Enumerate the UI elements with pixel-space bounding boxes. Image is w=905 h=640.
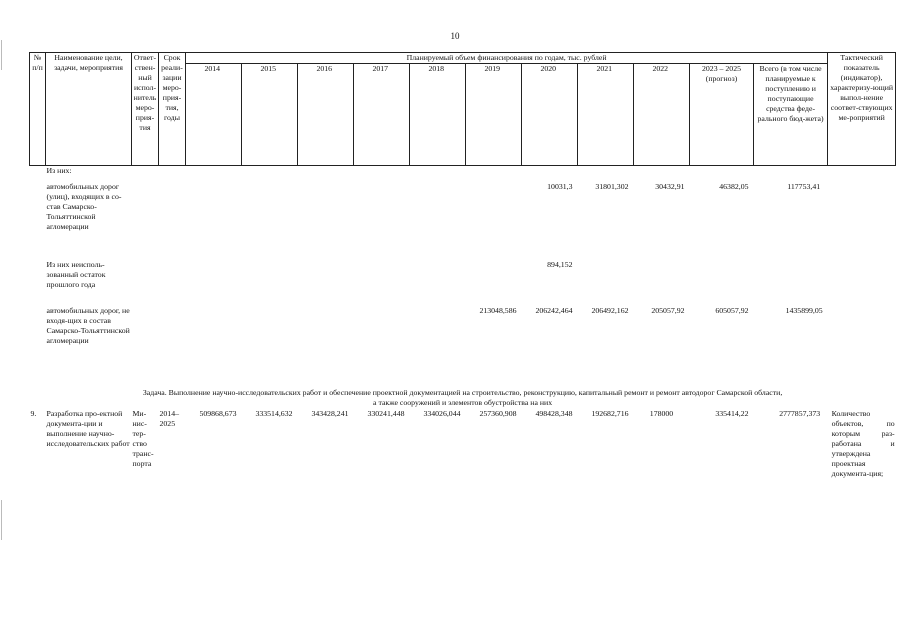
- value-2020: 206242,464: [535, 306, 573, 315]
- financing-group-header: Планируемый объем финансирования по годам, тыс. рублей: [186, 53, 828, 64]
- row-name: автомобильных дорог, не входя-щих в состав Самарско-Тольяттинской агломерации: [46, 306, 130, 345]
- value-total: 1435899,05: [785, 306, 823, 315]
- row-name: Из них неисполь-зованный остаток прошлого года: [46, 260, 106, 289]
- year-header-2015: 2015: [242, 64, 298, 166]
- year-header-2021: 2021: [578, 64, 634, 166]
- table-row-unused-balance: [30, 260, 896, 306]
- year-header-2017: 2017: [354, 64, 410, 166]
- table-row-of-them: [30, 166, 896, 183]
- year-header-2018: 2018: [410, 64, 466, 166]
- page-number: 10: [450, 31, 460, 41]
- scan-margin-mark: [1, 40, 2, 70]
- value-total: 2777857,373: [779, 409, 821, 418]
- value-2023-2025: 335414,22: [715, 409, 749, 418]
- value-2022: 178000: [649, 409, 674, 418]
- row-name: Разработка про-ектной документа-ции и выполнение научно-исследовательских работ: [46, 409, 130, 448]
- value-2020: 498428,348: [535, 409, 573, 418]
- of-them-label: Из них:: [46, 166, 72, 175]
- col-name-header: Наименование цели, задачи, мероприятия: [46, 53, 132, 166]
- financing-table: [29, 52, 896, 479]
- row-responsible: Ми-нис-тер-ство транс-порта: [132, 409, 154, 468]
- header-row-top: [30, 53, 896, 64]
- col-responsible-header: Ответ-ствен-ный испол-нитель меро-прия-тия: [132, 53, 159, 166]
- value-2019: 257360,908: [479, 409, 517, 418]
- task-heading: [30, 382, 896, 409]
- task-heading-line-2: а также сооружений и элементов обустройства на них: [373, 398, 553, 407]
- col-indicator-header: Тактический показатель (индикатор), характеризу-ющий выпол-нение соответ-ствующих ме-роприятий: [828, 53, 896, 166]
- col-term-header: Срок реали-зации меро-прия-тия, годы: [159, 53, 186, 166]
- year-header-2022: 2022: [634, 64, 690, 166]
- col-number-header: № п/п: [30, 53, 46, 166]
- value-2022: 205057,92: [651, 306, 685, 315]
- table-row-item-9: [30, 409, 896, 479]
- value-2023-2025: 46382,05: [719, 182, 749, 191]
- value-2021: 192682,716: [591, 409, 629, 418]
- value-2020: 10031,3: [547, 182, 573, 191]
- row-term: 2014– 2025: [159, 409, 179, 428]
- scan-margin-mark: [1, 500, 2, 540]
- value-2021: 31801,302: [595, 182, 629, 191]
- value-2018: 334026,044: [423, 409, 461, 418]
- year-header-2019: 2019: [466, 64, 522, 166]
- col-total-header: Всего (в том числе планируемые к поступлению и поступающие средства феде-рального бюд-жета): [754, 64, 828, 166]
- year-header-2016: 2016: [298, 64, 354, 166]
- row-number: 9.: [30, 409, 37, 418]
- value-2017: 330241,448: [367, 409, 405, 418]
- value-2021: 206492,162: [591, 306, 629, 315]
- col-2023-2025-header: 2023 – 2025 (прогноз): [690, 64, 754, 166]
- value-2020: 894,152: [547, 260, 573, 269]
- year-header-2020: 2020: [522, 64, 578, 166]
- value-2022: 30432,91: [655, 182, 685, 191]
- task-heading-row: [30, 382, 896, 409]
- value-2023-2025: 605057,92: [715, 306, 749, 315]
- task-heading-line-1: Задача. Выполнение научно-исследовательских работ и обеспечение проектной документацией на строительство, реконструкцию, капитальный ремонт и ремонт автодорог Самарской области,: [142, 388, 783, 397]
- row-indicator: Количество объектов, по которым раз-работана и утверждена проектная документа-ция;: [831, 409, 895, 478]
- value-2014: 509868,673: [199, 409, 237, 418]
- value-total: 117753,41: [787, 182, 821, 191]
- value-2016: 343428,241: [311, 409, 349, 418]
- value-2019: 213048,586: [479, 306, 517, 315]
- table-row-non-agglomeration-roads: [30, 306, 896, 382]
- row-name: автомобильных дорог (улиц), входящих в со-став Самарско-Тольяттинской агломерации: [46, 182, 122, 231]
- table-row-agglomeration-roads: [30, 182, 896, 260]
- year-header-2014: 2014: [186, 64, 242, 166]
- value-2015: 333514,632: [255, 409, 293, 418]
